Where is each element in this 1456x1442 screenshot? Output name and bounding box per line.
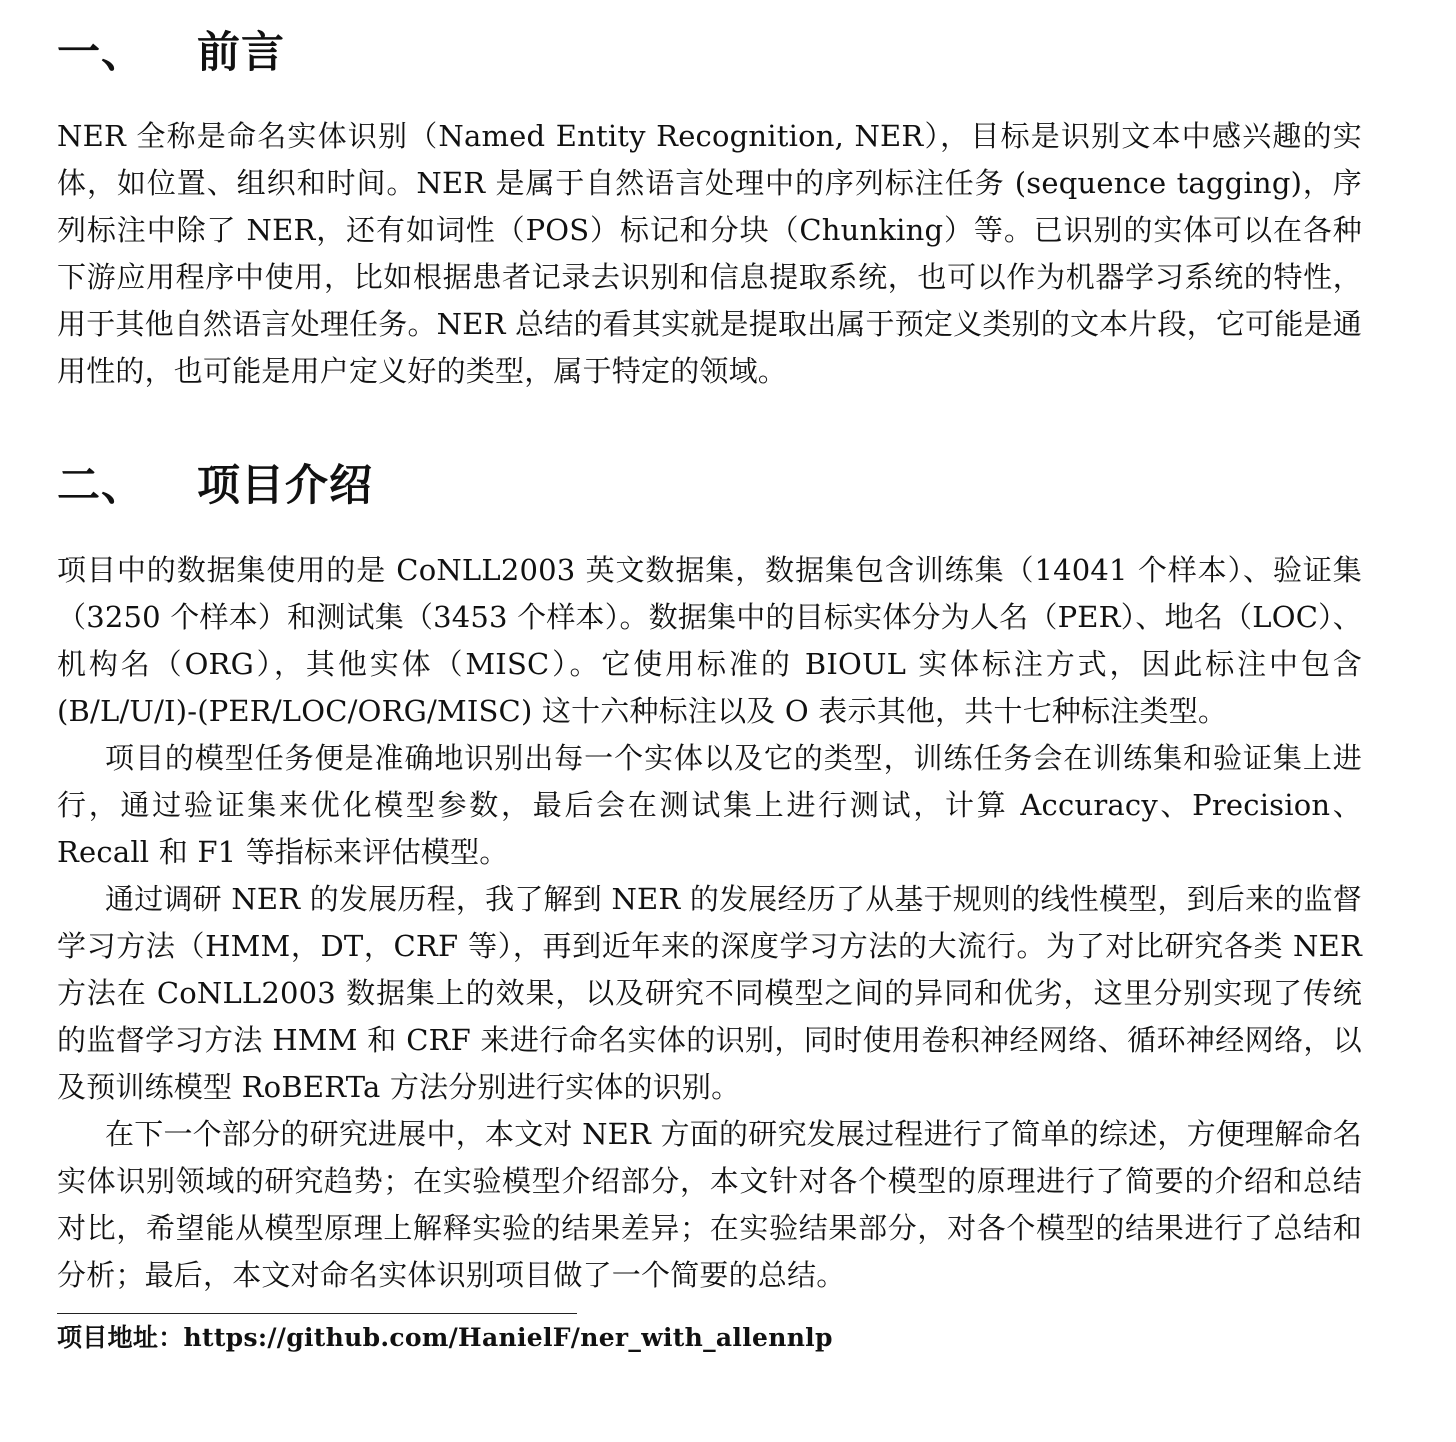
- section-title: 前言: [197, 28, 285, 78]
- section-heading-project-intro: [57, 455, 1362, 517]
- section-number: 二、: [57, 461, 145, 511]
- footnote-divider: [57, 1313, 577, 1314]
- section-number: 一、: [57, 28, 145, 78]
- paragraph: 项目中的数据集使用的是 CoNLL2003 英文数据集，数据集包含训练集（14041 个样本）、验证集（3250 个样本）和测试集（3453 个样本）。数据集中的目标实体分为人名（PER）、地名（LOC）、机构名（ORG），其他实体（MISC）。它使用标准的 BIOUL 实体标注方式，因此标注中包含 (B/L/U/I)-(PER/LOC/ORG/MISC) 这十六种标注以及 O 表示其他，共十七种标注类型。: [57, 553, 1362, 728]
- footnote-project-url[interactable]: 项目地址：https://github.com/HanielF/ner_with_allennlp: [57, 1323, 833, 1352]
- paragraph: 项目的模型任务便是准确地识别出每一个实体以及它的类型，训练任务会在训练集和验证集上进行，通过验证集来优化模型参数，最后会在测试集上进行测试，计算 Accuracy、Precision、Recall 和 F1 等指标来评估模型。: [57, 741, 1362, 869]
- section-heading-preface: [57, 22, 1362, 84]
- paragraph: 在下一个部分的研究进展中，本文对 NER 方面的研究发展过程进行了简单的综述，方便理解命名实体识别领域的研究趋势；在实验模型介绍部分，本文针对各个模型的原理进行了简要的介绍和总结对比，希望能从模型原理上解释实验的结果差异；在实验结果部分，对各个模型的结果进行了总结和分析；最后，本文对命名实体识别项目做了一个简要的总结。: [57, 1117, 1362, 1292]
- paragraph: 通过调研 NER 的发展历程，我了解到 NER 的发展经历了从基于规则的线性模型，到后来的监督学习方法（HMM，DT，CRF 等），再到近年来的深度学习方法的大流行。为了对比研究各类 NER 方法在 CoNLL2003 数据集上的效果，以及研究不同模型之间的异同和优劣，这里分别实现了传统的监督学习方法 HMM 和 CRF 来进行命名实体的识别，同时使用卷积神经网络、循环神经网络，以及预训练模型 RoBERTa 方法分别进行实体的识别。: [57, 882, 1362, 1104]
- section-title: 项目介绍: [197, 461, 373, 511]
- document-page: [57, 22, 1362, 1356]
- paragraph: NER 全称是命名实体识别（Named Entity Recognition, NER），目标是识别文本中感兴趣的实体，如位置、组织和时间。NER 是属于自然语言处理中的序列标注任务 (sequence tagging)，序列标注中除了 NER，还有如词性（POS）标记和分块（Chunking）等。已识别的实体可以在各种下游应用程序中使用，比如根据患者记录去识别和信息提取系统，也可以作为机器学习系统的特性，用于其他自然语言处理任务。NER 总结的看其实就是提取出属于预定义类别的文本片段，它可能是通用性的，也可能是用户定义好的类型，属于特定的领域。: [57, 119, 1362, 388]
